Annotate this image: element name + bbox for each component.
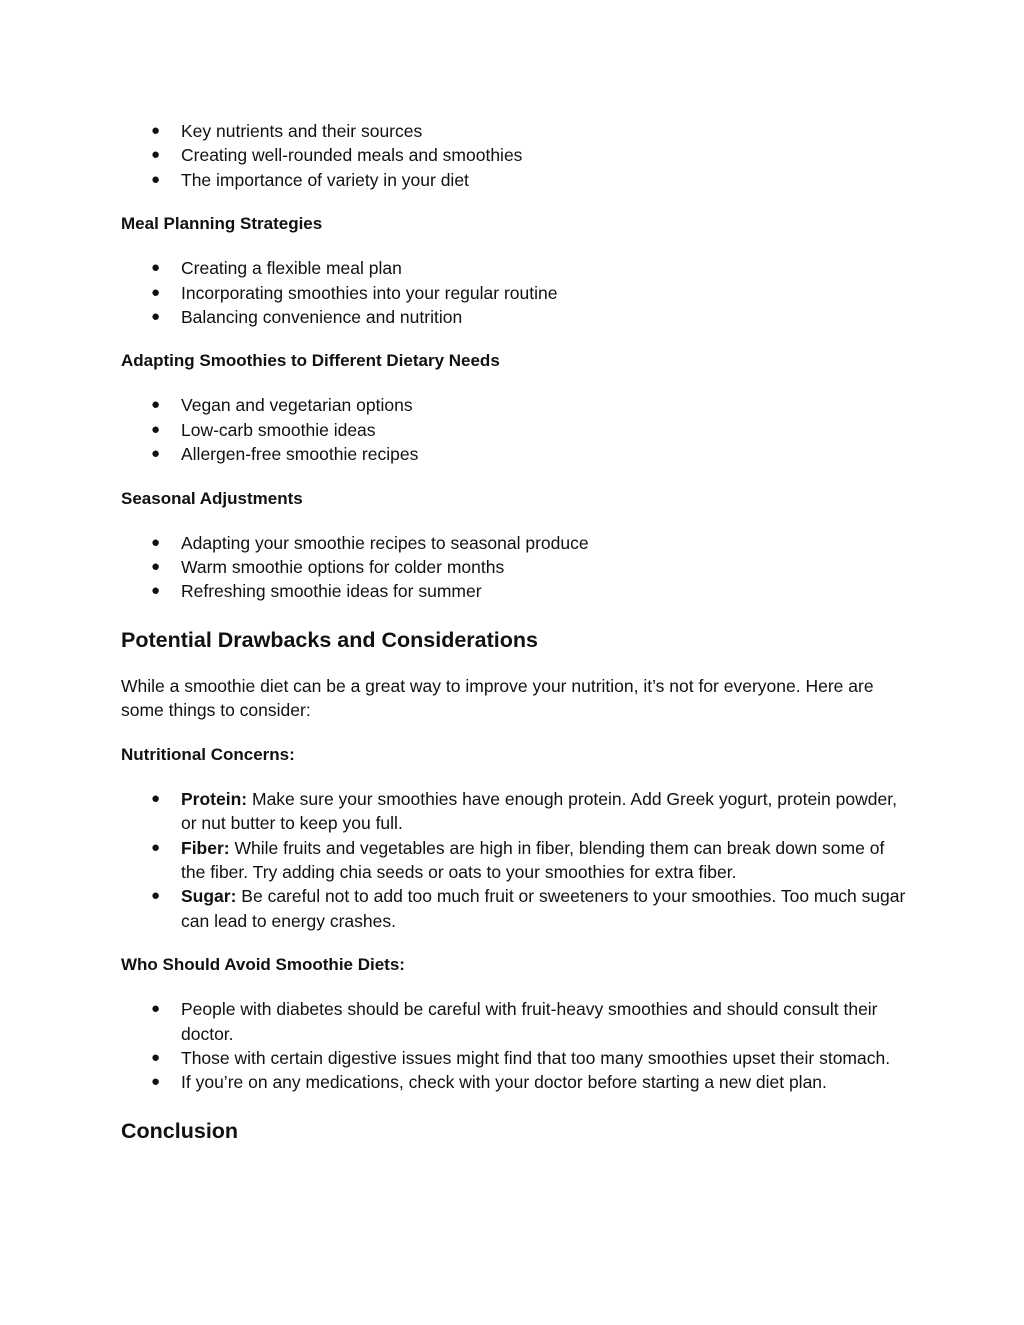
bullet-icon: ● [151, 887, 161, 905]
who-should-avoid-heading: Who Should Avoid Smoothie Diets: [121, 955, 405, 975]
list-item: ● Warm smoothie options for colder months [121, 555, 906, 579]
bullet-icon: ● [151, 1048, 161, 1066]
bullet-icon: ● [151, 308, 161, 326]
list-item: ● The importance of variety in your diet [121, 168, 906, 192]
list-item: ● Creating a flexible meal plan [121, 256, 906, 280]
bullet-icon: ● [151, 259, 161, 277]
list-item: ● Incorporating smoothies into your regular routine [121, 281, 906, 305]
dietary-needs-list [121, 393, 906, 466]
bullet-icon: ● [151, 146, 161, 164]
drawbacks-paragraph: While a smoothie diet can be a great way to improve your nutrition, it’s not for everyone. Here are some things to consider: [121, 675, 874, 721]
bullet-icon: ● [151, 558, 161, 576]
list-item: ● People with diabetes should be careful with fruit-heavy smoothies and should consult their doctor. [151, 999, 878, 1044]
list-item: ● Low-carb smoothie ideas [121, 418, 906, 442]
item-lead: Fiber: [181, 837, 230, 858]
bullet-icon: ● [151, 838, 161, 856]
seasonal-heading: Seasonal Adjustments [121, 488, 303, 508]
list-item: ● Vegan and vegetarian options [121, 393, 906, 417]
bullet-icon: ● [151, 789, 161, 807]
bullet-icon: ● [151, 420, 161, 438]
list-item: ● Protein: Make sure your smoothies have enough protein. Add Greek yogurt, protein powder, or nut butter to keep you full. [151, 788, 897, 834]
item-lead: Sugar: [181, 886, 237, 907]
meal-planning-list [121, 256, 906, 329]
bullet-icon: ● [151, 533, 161, 551]
bullet-icon: ● [151, 170, 161, 188]
item-lead: Protein: [181, 788, 248, 809]
list-item: ● Creating well-rounded meals and smoothies [121, 143, 906, 167]
list-item: ● Adapting your smoothie recipes to seasonal produce [121, 531, 906, 555]
intro-list [121, 119, 906, 192]
meal-planning-heading: Meal Planning Strategies [121, 214, 323, 234]
list-item: ● Balancing convenience and nutrition [121, 305, 906, 329]
document-page [121, 119, 906, 1165]
bullet-icon: ● [151, 283, 161, 301]
conclusion-heading: Conclusion [121, 1118, 239, 1143]
bullet-icon: ● [151, 396, 161, 414]
bullet-icon: ● [151, 1000, 161, 1018]
drawbacks-heading: Potential Drawbacks and Considerations [121, 627, 538, 652]
list-item: ● Allergen-free smoothie recipes [121, 442, 906, 466]
list-item: ● Fiber: While fruits and vegetables are high in fiber, blending them can break down some of the fiber. Try adding chia seeds or oats to your smoothies for extra fiber. [151, 837, 885, 882]
who-should-avoid-list [121, 997, 906, 1095]
bullet-icon: ● [151, 582, 161, 600]
nutritional-concerns-heading: Nutritional Concerns: [121, 744, 295, 764]
seasonal-list [121, 531, 906, 604]
bullet-icon: ● [151, 122, 161, 139]
list-item: ● Those with certain digestive issues might find that too many smoothies upset their stomach. [121, 1046, 906, 1070]
list-item: ● Key nutrients and their sources [121, 119, 906, 143]
dietary-needs-heading: Adapting Smoothies to Different Dietary Needs [121, 351, 500, 371]
list-item: ● Sugar: Be careful not to add too much fruit or sweeteners to your smoothies. Too much sugar can lead to energy crashes. [151, 886, 906, 931]
list-item: ● Refreshing smoothie ideas for summer [121, 579, 906, 603]
bullet-icon: ● [151, 1073, 161, 1091]
list-item: ● If you’re on any medications, check with your doctor before starting a new diet plan. [121, 1070, 906, 1094]
nutritional-concerns-list [121, 787, 906, 933]
bullet-icon: ● [151, 445, 161, 463]
